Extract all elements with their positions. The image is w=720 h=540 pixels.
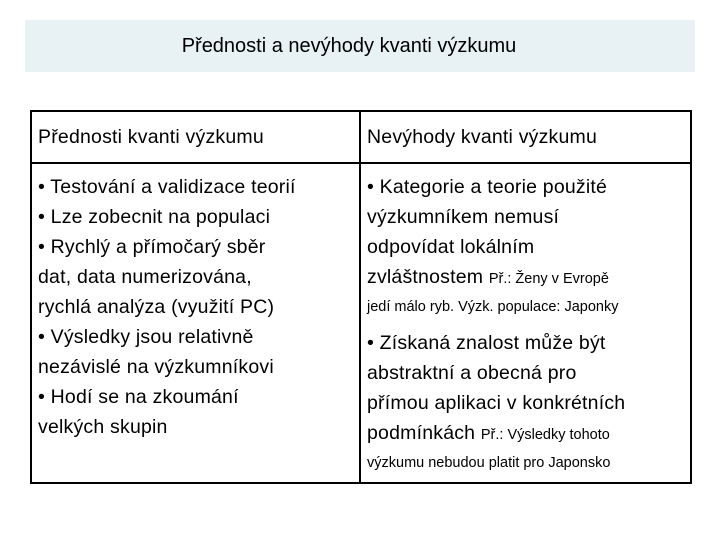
disadvantage-text: zvláštnostem — [367, 266, 484, 288]
table-body-row — [31, 163, 691, 483]
disadvantages-cell — [360, 163, 691, 483]
advantage-line: • Rychlý a přímočarý sběr — [38, 236, 266, 258]
example-note-continued: výzkumu nebudou platit pro Japonsko — [367, 455, 611, 471]
advantage-line: nezávislé na výzkumníkovi — [38, 356, 274, 378]
disadvantage-line: abstraktní a obecná pro — [367, 362, 577, 384]
table-header-row — [31, 111, 691, 163]
slide-title-box — [25, 20, 695, 72]
advantage-line: dat, data numerizována, — [38, 266, 252, 288]
advantage-line: • Testování a validizace teorií — [38, 176, 296, 198]
advantage-line: velkých skupin — [38, 416, 168, 438]
advantage-line: • Lze zobecnit na populaci — [38, 206, 271, 228]
header-disadvantages: Nevýhody kvanti výzkumu — [360, 111, 691, 163]
disadvantage-text: podmínkách — [367, 422, 476, 444]
advantage-line: • Výsledky jsou relativně — [38, 326, 254, 348]
disadvantage-line: • Kategorie a teorie použité — [367, 176, 608, 198]
disadvantage-line: odpovídat lokálním — [367, 236, 535, 258]
disadvantage-line — [367, 262, 690, 294]
example-note: Př.: Ženy v Evropě — [488, 271, 609, 287]
header-advantages: Přednosti kvanti výzkumu — [31, 111, 360, 163]
disadvantage-line: výzkumníkem nemusí — [367, 206, 560, 228]
advantage-line: • Hodí se na zkoumání — [38, 386, 239, 408]
advantage-line: rychlá analýza (využití PC) — [38, 296, 275, 318]
disadvantage-line — [367, 418, 690, 450]
disadvantage-line: přímou aplikaci v konkrétních — [367, 392, 626, 414]
advantages-cell — [31, 163, 360, 483]
spacer — [367, 320, 690, 328]
comparison-table — [30, 110, 692, 484]
example-note-continued: jedí málo ryb. Výzk. populace: Japonky — [367, 299, 619, 315]
example-note: Př.: Výsledky tohoto — [480, 427, 610, 443]
disadvantage-line: • Získaná znalost může být — [367, 332, 606, 354]
slide-title: Přednosti a nevýhody kvanti výzkumu — [181, 34, 517, 57]
